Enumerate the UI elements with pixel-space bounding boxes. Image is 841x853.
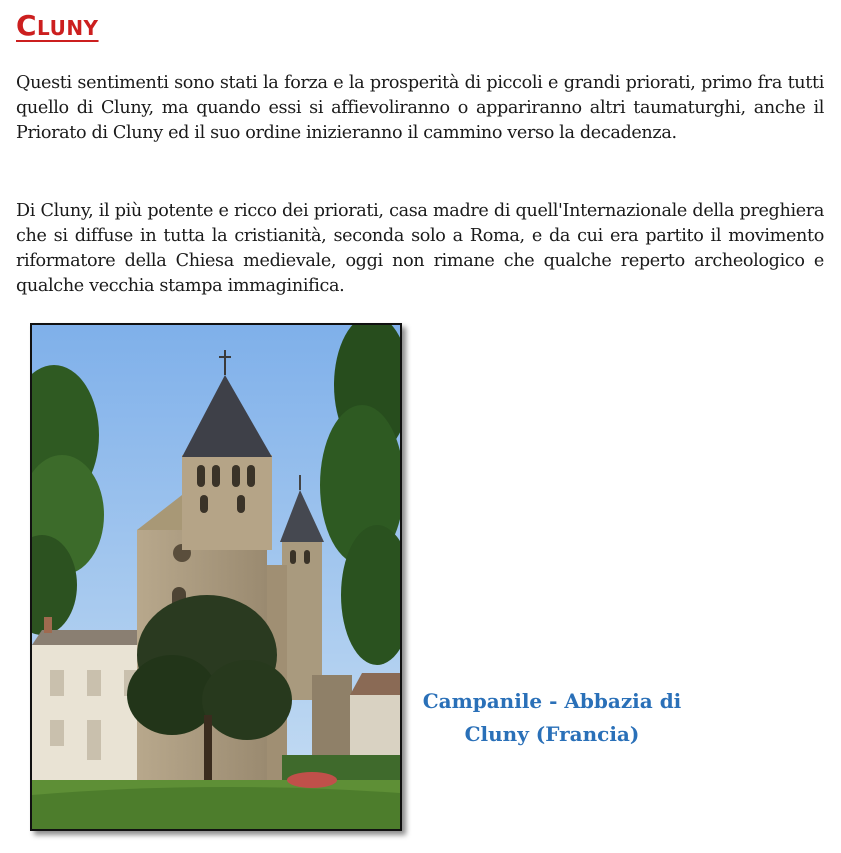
section-title: Cluny (16, 9, 99, 42)
photo-caption (412, 685, 692, 751)
caption-line-1: Campanile - Abbazia di (422, 689, 682, 713)
abbey-photo (30, 323, 402, 831)
caption-line-2: Cluny (Francia) (464, 722, 640, 746)
paragraph-1: Questi sentimenti sono stati la forza e la prosperità di piccoli e grandi priorati, primo fra tutti quello di Cluny, ma quando essi si affievoliranno o appariranno altri taumaturghi, anche il Priorato di Cluny ed il suo ordine inizieranno il cammino verso la decadenza. (16, 73, 824, 143)
paragraph-2: Di Cluny, il più potente e ricco dei priorati, casa madre di quell'Internazionale della preghiera che si diffuse in tutta la cristianità, seconda solo a Roma, e da cui era partito il movimento riformatore della Chiesa medievale, oggi non rimane che qualche reperto archeologico e qualche vecchia stampa immaginifica. (16, 201, 824, 296)
